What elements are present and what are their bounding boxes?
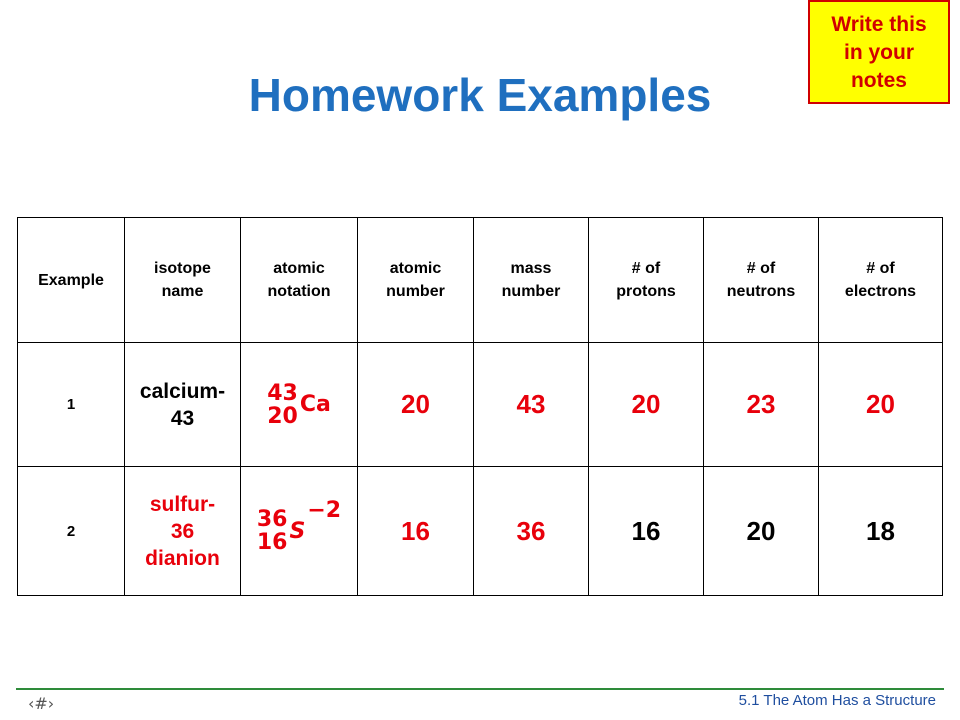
header-row bbox=[18, 218, 943, 343]
atomic-notation bbox=[241, 467, 358, 596]
header-text: # of bbox=[631, 260, 661, 277]
isotope-table bbox=[17, 217, 943, 596]
header-cell bbox=[18, 218, 125, 343]
table-row bbox=[18, 343, 943, 467]
mass-number-answer: 36 bbox=[474, 467, 589, 596]
slide-number: ‹#› bbox=[28, 694, 55, 713]
header-text: Example bbox=[38, 271, 104, 289]
atomic-number-answer: 20 bbox=[358, 343, 474, 467]
ion-charge: −2 bbox=[307, 498, 342, 523]
table-row bbox=[18, 467, 943, 596]
header-text: number bbox=[501, 283, 561, 300]
notes-callout bbox=[808, 0, 950, 104]
element-symbol: Ca bbox=[299, 392, 331, 417]
example-number: 1 bbox=[18, 343, 125, 467]
electrons-answer: 18 bbox=[819, 467, 943, 596]
atomic-number-subscript: 20 bbox=[267, 403, 298, 429]
isotope-name-line: 36 bbox=[170, 519, 195, 543]
isotope-name bbox=[125, 467, 241, 596]
header-text: mass bbox=[510, 260, 552, 277]
element-symbol: S bbox=[289, 518, 306, 544]
header-text: isotope bbox=[154, 260, 211, 277]
isotope-name bbox=[125, 343, 241, 467]
isotope-name-line: 43 bbox=[170, 406, 195, 430]
header-cell bbox=[819, 218, 943, 343]
mass-number-answer: 43 bbox=[474, 343, 589, 467]
header-text: name bbox=[161, 283, 204, 300]
header-text: atomic bbox=[273, 260, 325, 277]
example-number: 2 bbox=[18, 467, 125, 596]
footer-divider bbox=[16, 688, 944, 690]
isotope-name-line: calcium- bbox=[139, 379, 226, 403]
isotope-name-line: dianion bbox=[145, 546, 220, 570]
header-cell bbox=[589, 218, 704, 343]
header-text: neutrons bbox=[726, 283, 796, 300]
neutrons-answer: 20 bbox=[704, 467, 819, 596]
electrons-answer: 20 bbox=[819, 343, 943, 467]
header-text: # of bbox=[866, 260, 895, 277]
header-cell bbox=[704, 218, 819, 343]
header-text: notation bbox=[267, 283, 331, 300]
header-cell bbox=[358, 218, 474, 343]
atomic-number-answer: 16 bbox=[358, 467, 474, 596]
header-cell bbox=[125, 218, 241, 343]
protons-answer: 16 bbox=[589, 467, 704, 596]
mass-number-superscript: 43 bbox=[267, 380, 298, 406]
header-text: electrons bbox=[844, 283, 917, 300]
notes-callout-line: in your bbox=[843, 41, 914, 64]
notes-callout-line: Write this bbox=[831, 13, 927, 36]
atomic-notation bbox=[241, 343, 358, 467]
mass-number-superscript: 36 bbox=[256, 507, 288, 532]
protons-answer: 20 bbox=[589, 343, 704, 467]
atomic-number-subscript: 16 bbox=[256, 530, 288, 555]
header-cell bbox=[241, 218, 358, 343]
neutrons-answer: 23 bbox=[704, 343, 819, 467]
header-text: number bbox=[386, 283, 445, 300]
header-text: # of bbox=[746, 260, 776, 277]
slide-title: Homework Examples bbox=[248, 69, 712, 121]
isotope-name-line: sulfur- bbox=[149, 492, 216, 516]
header-cell bbox=[474, 218, 589, 343]
footer-text: 5.1 The Atom Has a Structure bbox=[738, 692, 936, 709]
header-text: atomic bbox=[389, 260, 442, 277]
header-text: protons bbox=[616, 283, 676, 300]
notes-callout-line: notes bbox=[850, 69, 907, 92]
